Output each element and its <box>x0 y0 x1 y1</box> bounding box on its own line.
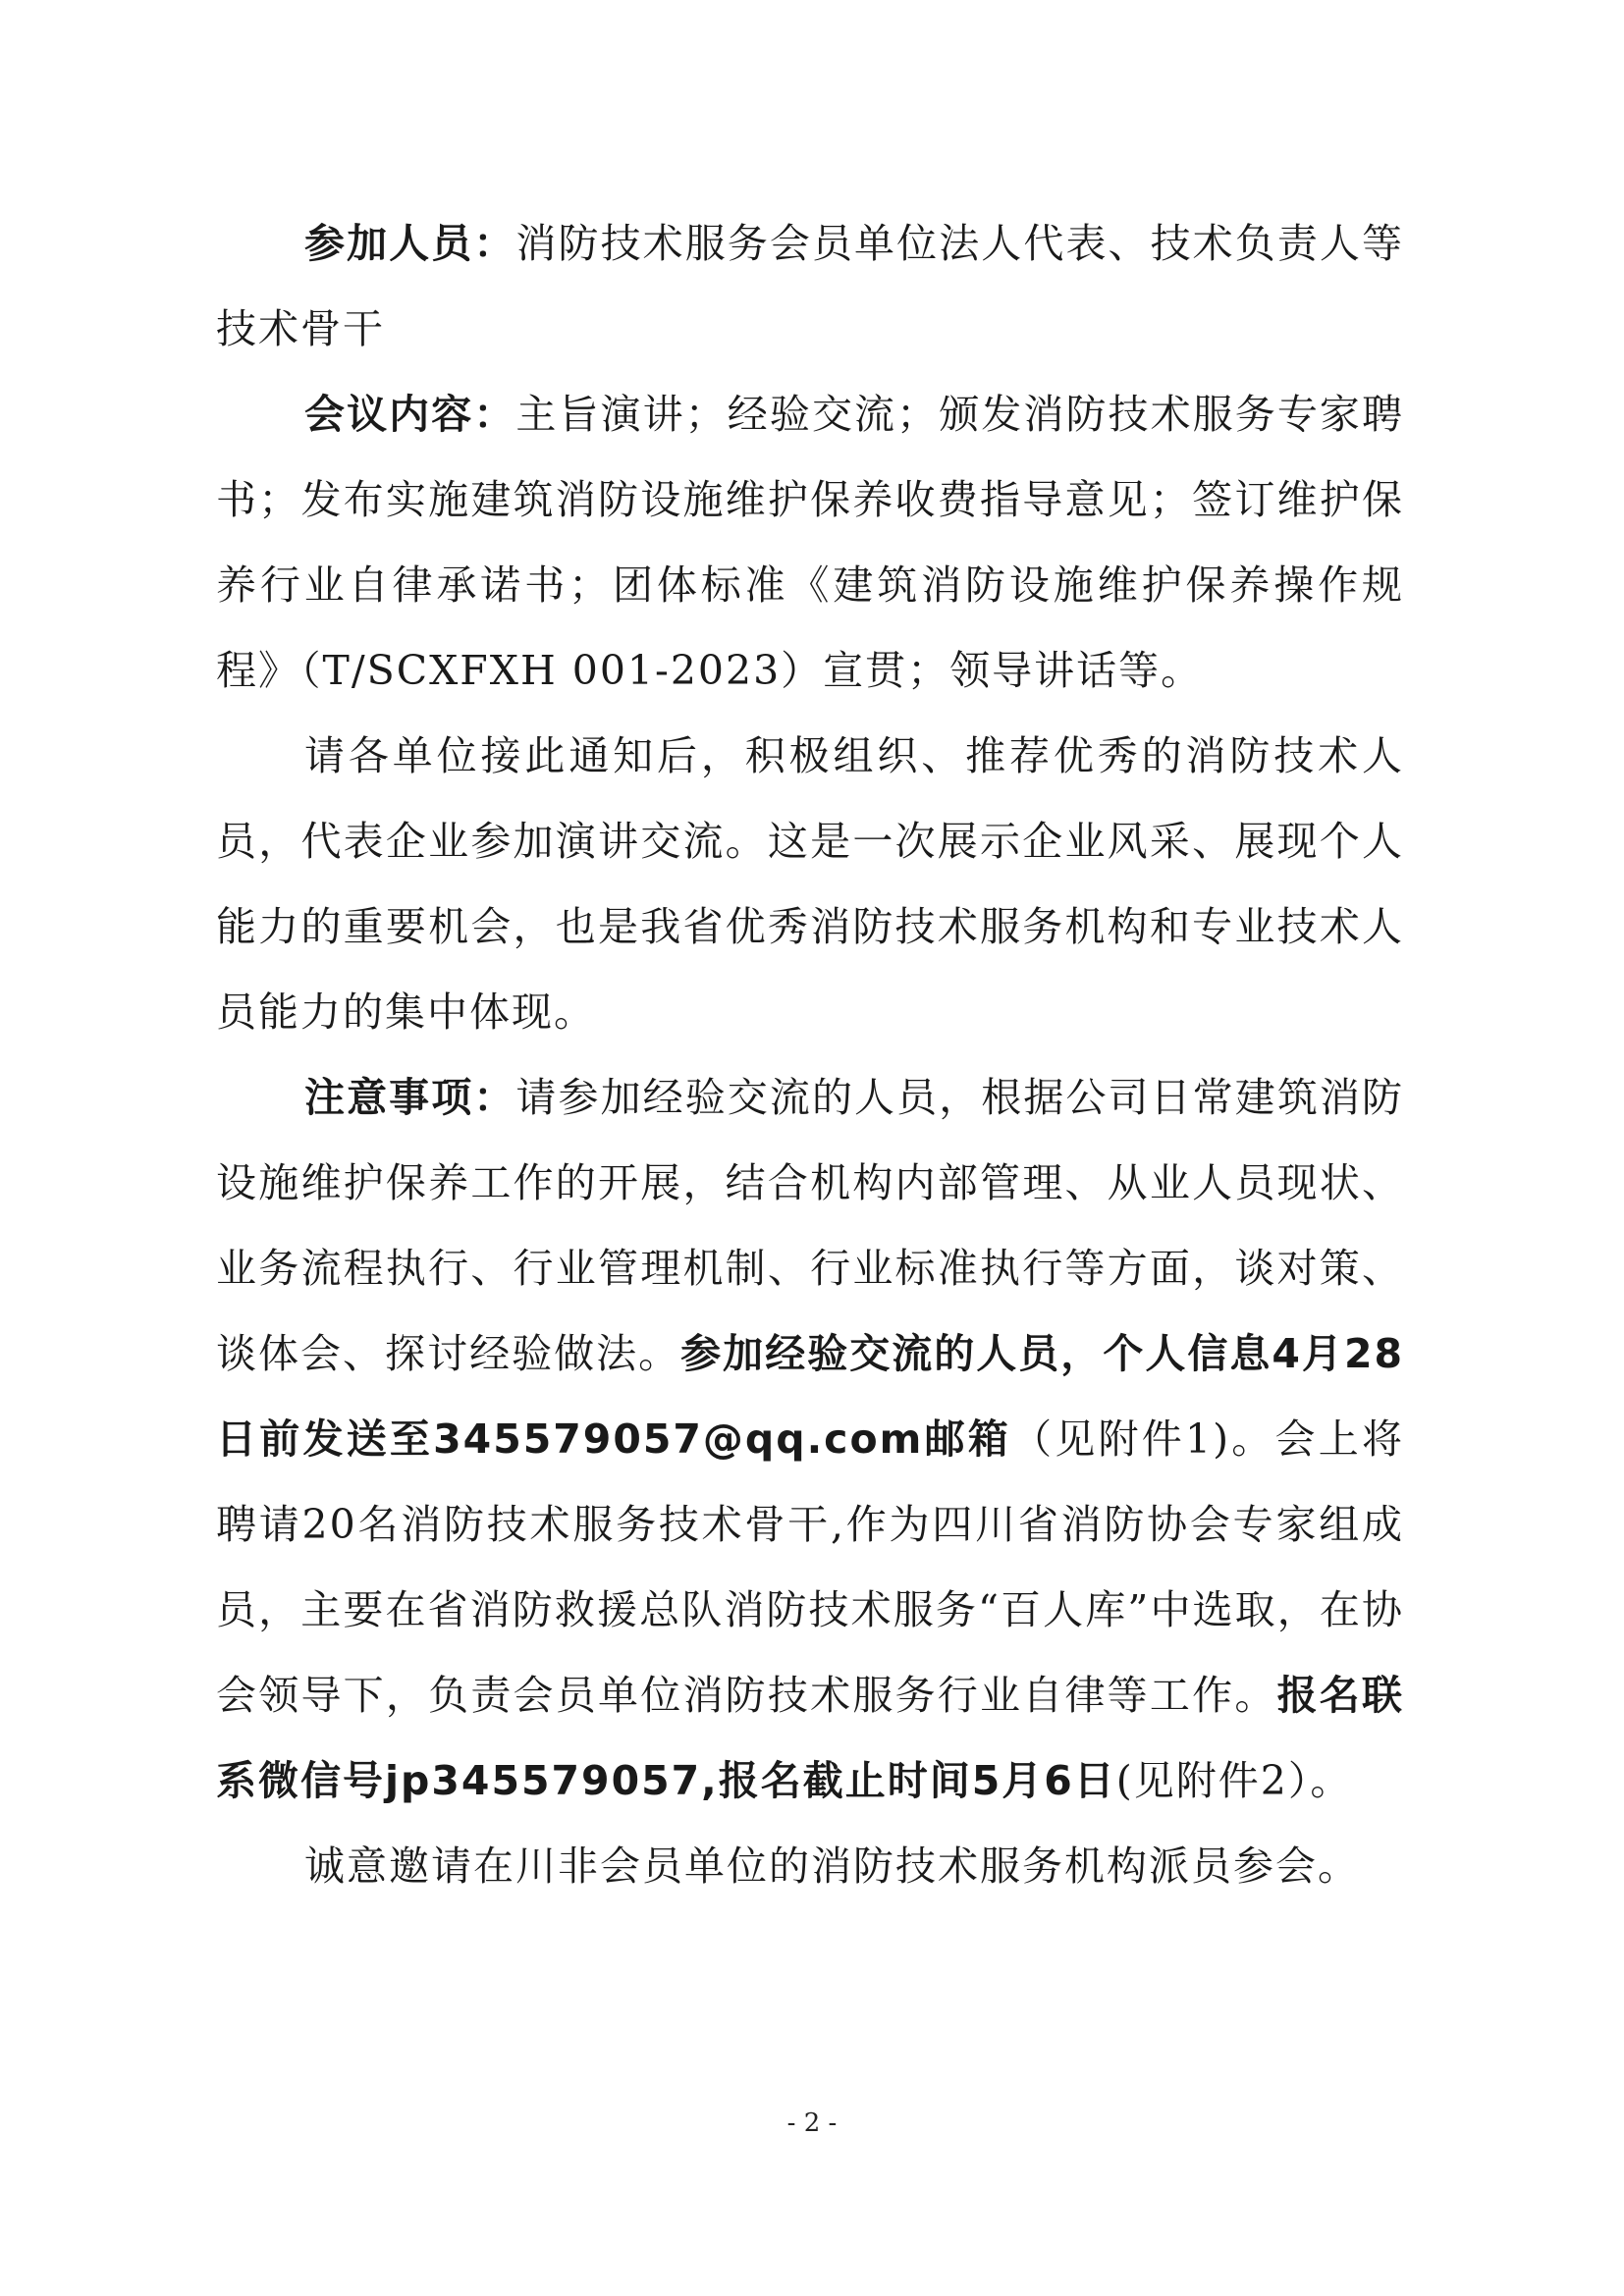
page-number: - 2 - <box>786 2109 838 2138</box>
notes-registration-info: 报名联系微信号jp345579057,报名截止时间5月6日 <box>216 1672 1405 1804</box>
notes-text-3: (见附件2）。 <box>1115 1757 1353 1804</box>
invitation-paragraph <box>216 1824 1404 1909</box>
meeting-content-text: 主旨演讲；经验交流；颁发消防技术服务专家聘书；发布实施建筑消防设施维护保养收费指导意见；签订维护保养行业自律承诺书；团体标准《建筑消防设施维护保养操作规程》（T/SCXFXH 001-2023）宣贯；领导讲话等。 <box>216 391 1405 694</box>
notes-label: 注意事项： <box>304 1074 516 1121</box>
document-body <box>216 201 1404 1909</box>
participants-paragraph <box>216 201 1404 372</box>
request-paragraph <box>216 714 1404 1055</box>
invitation-text: 诚意邀请在川非会员单位的消防技术服务机构派员参会。 <box>304 1842 1360 1890</box>
participants-label: 参加人员： <box>304 220 516 267</box>
notes-paragraph <box>216 1055 1404 1824</box>
notes-contact-email: 参加经验交流的人员，个人信息4月28日前发送至345579057@qq.com邮箱 <box>216 1330 1404 1463</box>
notes-text-2: （见附件1)。会上将聘请20名消防技术服务技术骨干,作为四川省消防协会专家组成员，主要在省消防救援总队消防技术服务“百人库”中选取，在协会领导下，负责会员单位消防技术服务行业自律等工作。 <box>216 1415 1404 1719</box>
request-text: 请各单位接此通知后，积极组织、推荐优秀的消防技术人员，代表企业参加演讲交流。这是一次展示企业风采、展现个人能力的重要机会，也是我省优秀消防技术服务机构和专业技术人员能力的集中体现。 <box>216 732 1404 1036</box>
notes-text-1: 请参加经验交流的人员，根据公司日常建筑消防设施维护保养工作的开展，结合机构内部管理、从业人员现状、业务流程执行、行业管理机制、行业标准执行等方面，谈对策、谈体会、探讨经验做法。 <box>216 1074 1405 1377</box>
meeting-content-label: 会议内容： <box>304 391 516 438</box>
meeting-content-paragraph <box>216 372 1404 714</box>
participants-text: 消防技术服务会员单位法人代表、技术负责人等技术骨干 <box>216 220 1405 352</box>
